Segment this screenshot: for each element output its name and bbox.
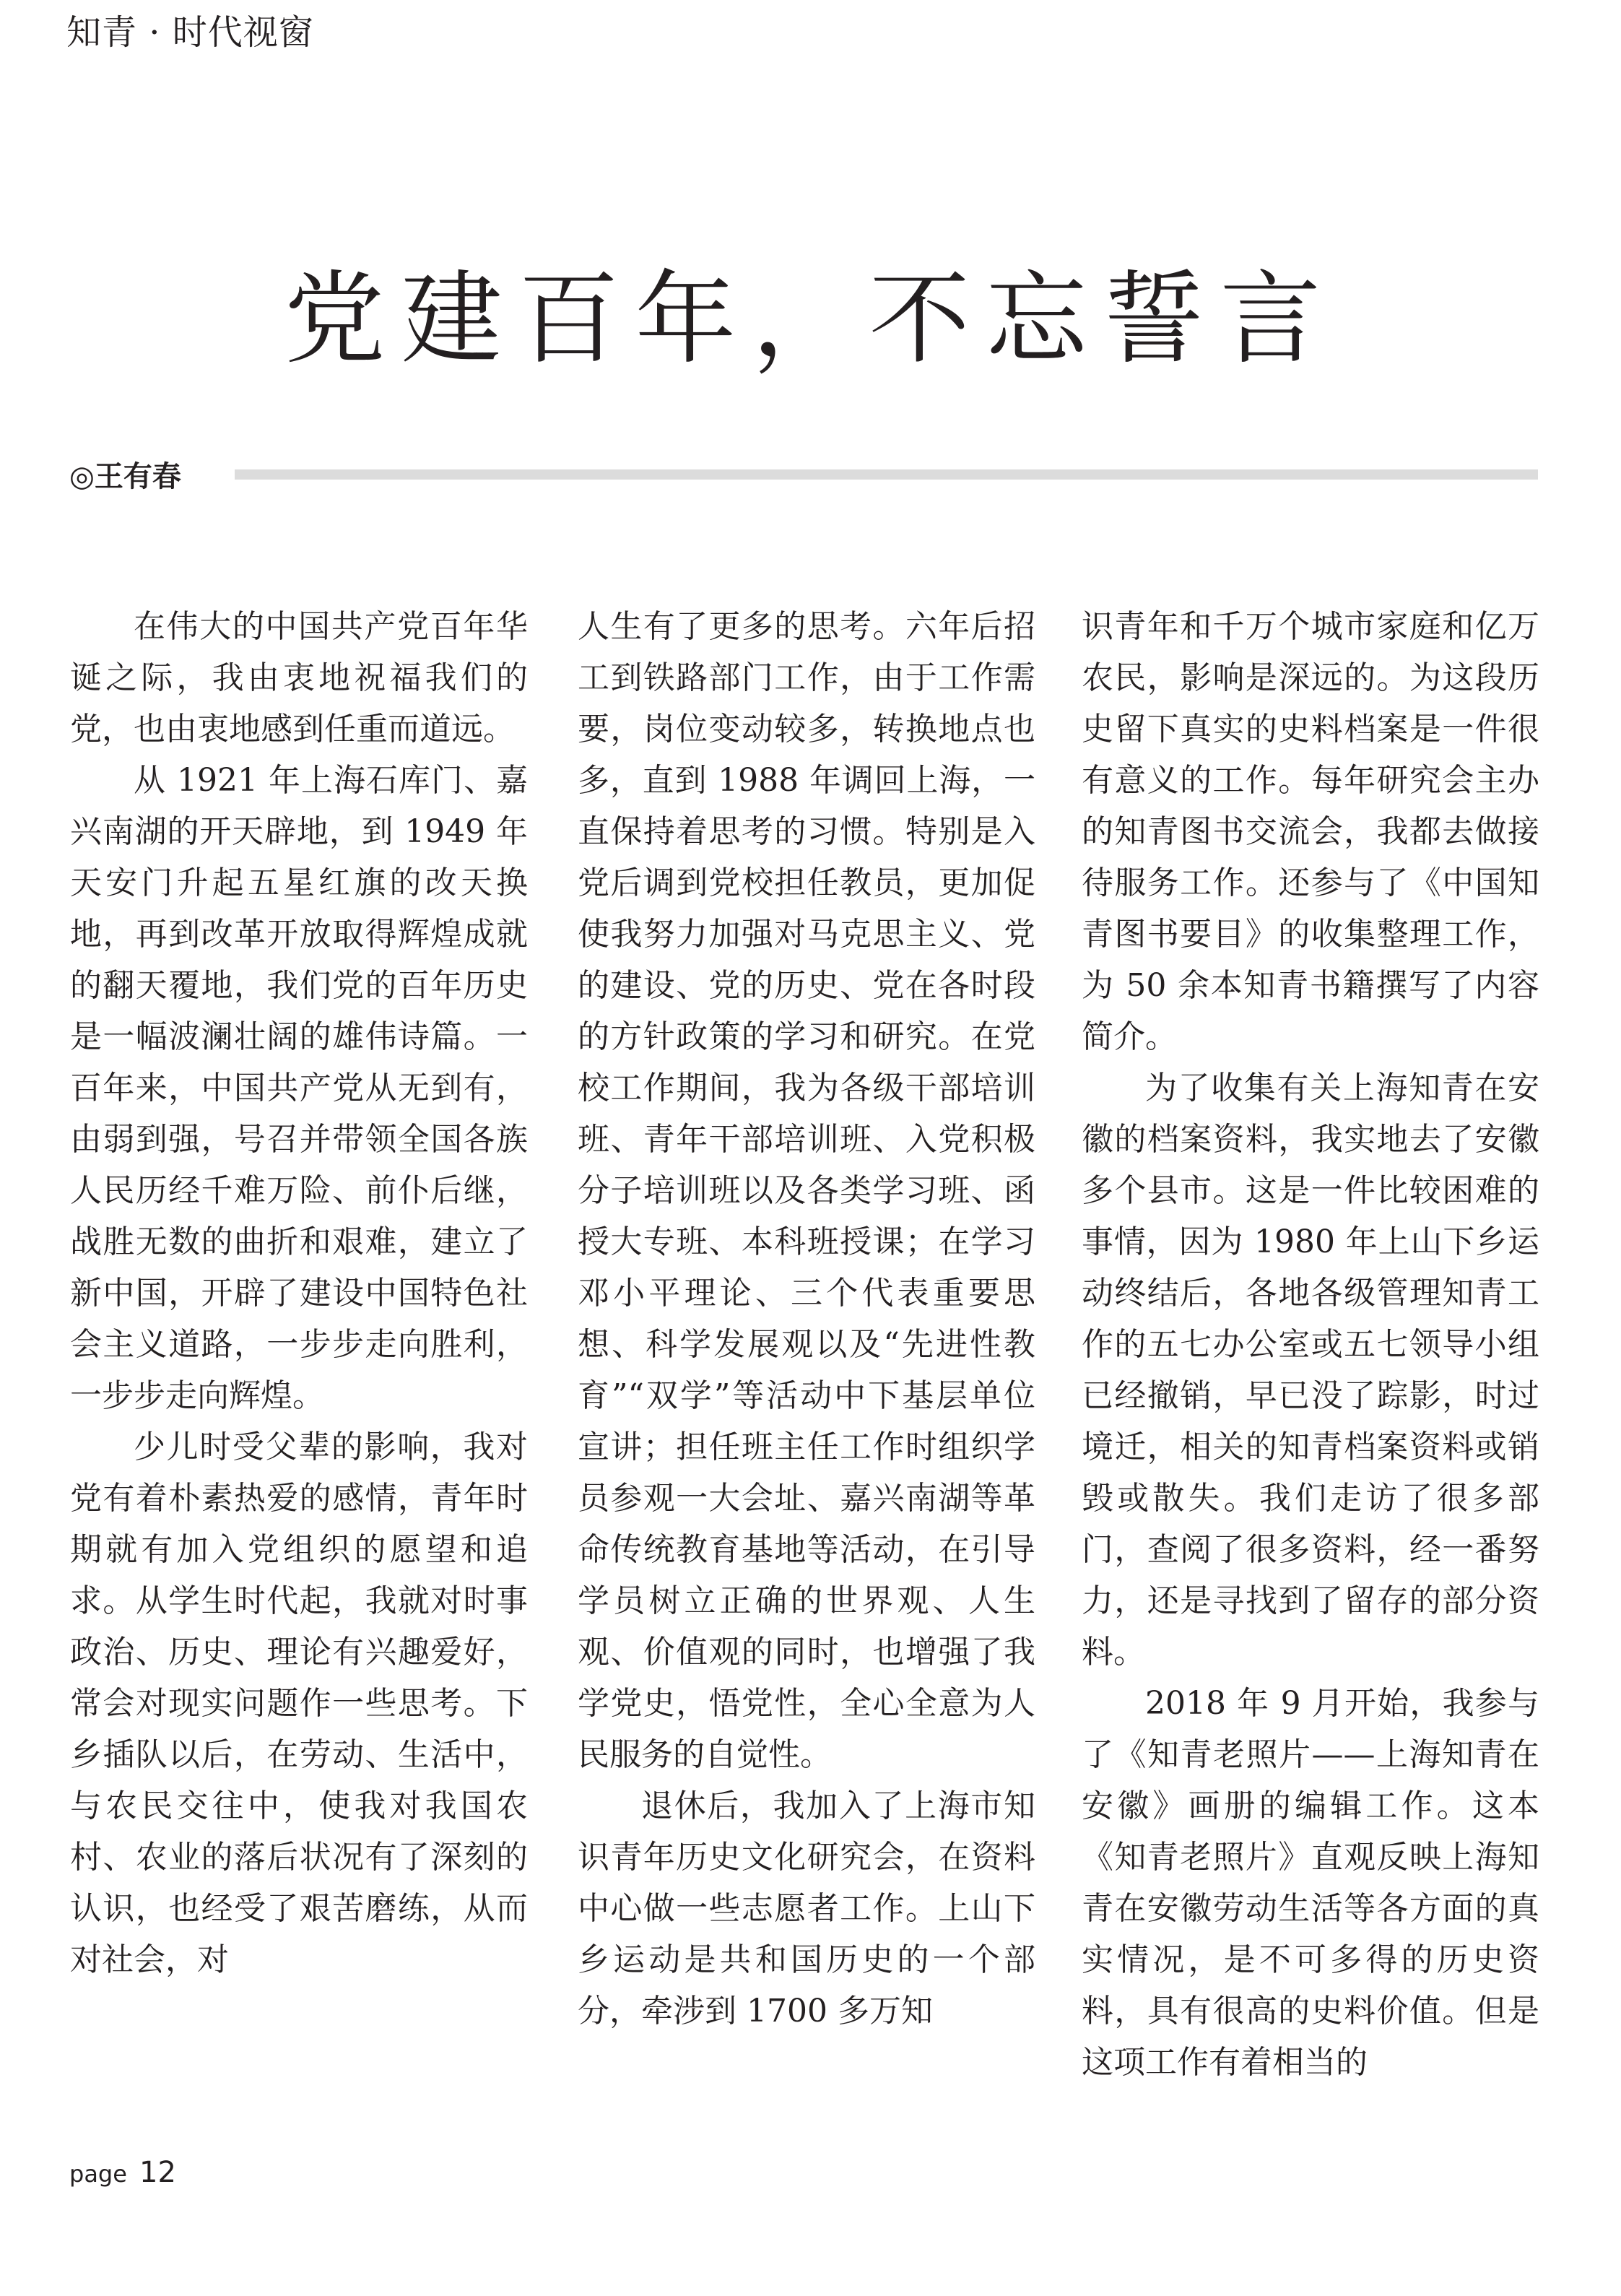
paragraph: 为了收集有关上海知青在安徽的档案资料，我实地去了安徽多个县市。这是一件比较困难的事情，因为 1980 年上山下乡运动终结后，各地各级管理知青工作的五七办公室或五七领导小组已经撤销，早已没了踪影，时过境迁，相关的知青档案资料或销毁或散失。我们走访了很多部门，查阅了很多资料，经一番努力，还是寻找到了留存的部分资料。 (1082, 1070, 1539, 1671)
text-column-3 (1082, 601, 1539, 2088)
author-byline: ◎王有春 (69, 460, 181, 493)
page-number: 12 (139, 2156, 176, 2189)
paragraph: 退休后，我加入了上海市知识青年历史文化研究会，在资料中心做一些志愿者工作。上山下乡运动是共和国历史的一个部分，牵涉到 1700 多万知 (578, 1788, 1035, 2029)
text-column-2 (578, 601, 1035, 2037)
paragraph: 从 1921 年上海石库门、嘉兴南湖的开天辟地，到 1949 年天安门升起五星红旗的改天换地，再到改革开放取得辉煌成就的翻天覆地，我们党的百年历史是一幅波澜壮阔的雄伟诗篇。一百年来，中国共产党从无到有，由弱到强，号召并带领全国各族人民历经千难万险、前仆后继，战胜无数的曲折和艰难，建立了新中国，开辟了建设中国特色社会主义道路，一步步走向胜利，一步步走向辉煌。 (70, 762, 528, 1414)
paragraph-continued: 人生有了更多的思考。六年后招工到铁路部门工作，由于工作需要，岗位变动较多，转换地点也多，直到 1988 年调回上海，一直保持着思考的习惯。特别是入党后调到党校担任教员，更加促使我努力加强对马克思主义、党的建设、党的历史、党在各时段的方针政策的学习和研究。在党校工作期间，我为各级干部培训班、青年干部培训班、入党积极分子培训班以及各类学习班、函授大专班、本科班授课；在学习邓小平理论、三个代表重要思想、科学发展观以及“先进性教育”“双学”等活动中下基层单位宣讲；担任班主任工作时组织学员参观一大会址、嘉兴南湖等革命传统教育基地等活动，在引导学员树立正确的世界观、人生观、价值观的同时，也增强了我学党史，悟党性，全心全意为人民服务的自觉性。 (578, 608, 1035, 1773)
page-label: page (69, 2160, 127, 2188)
paragraph: 少儿时受父辈的影响，我对党有着朴素热爱的感情，青年时期就有加入党组织的愿望和追求。从学生时代起，我就对时事政治、历史、理论有兴趣爱好，常会对现实问题作一些思考。下乡插队以后，在劳动、生活中，与农民交往中，使我对我国农村、农业的落后状况有了深刻的认识，也经受了艰苦磨练，从而对社会，对 (70, 1429, 528, 1978)
paragraph: 2018 年 9 月开始，我参与了《知青老照片——上海知青在安徽》画册的编辑工作。这本《知青老照片》直观反映上海知青在安徽劳动生活等各方面的真实情况，是不可多得的历史资料，具有很高的史料价值。但是这项工作有着相当的 (1082, 1685, 1539, 2081)
paragraph-continued: 识青年和千万个城市家庭和亿万农民，影响是深远的。为这段历史留下真实的史料档案是一件很有意义的工作。每年研究会主办的知青图书交流会，我都去做接待服务工作。还参与了《中国知青图书要目》的收集整理工作，为 50 余本知青书籍撰写了内容简介。 (1082, 608, 1539, 1055)
article-title: 党建百年，不忘誓言 (284, 261, 1337, 378)
paragraph: 在伟大的中国共产党百年华诞之际，我由衷地祝福我们的党，也由衷地感到任重而道远。 (70, 608, 528, 748)
text-column-1 (70, 601, 528, 1985)
title-divider-bar (235, 469, 1538, 480)
section-header: 知青 · 时代视窗 (66, 12, 314, 53)
page-footer (69, 2156, 176, 2189)
